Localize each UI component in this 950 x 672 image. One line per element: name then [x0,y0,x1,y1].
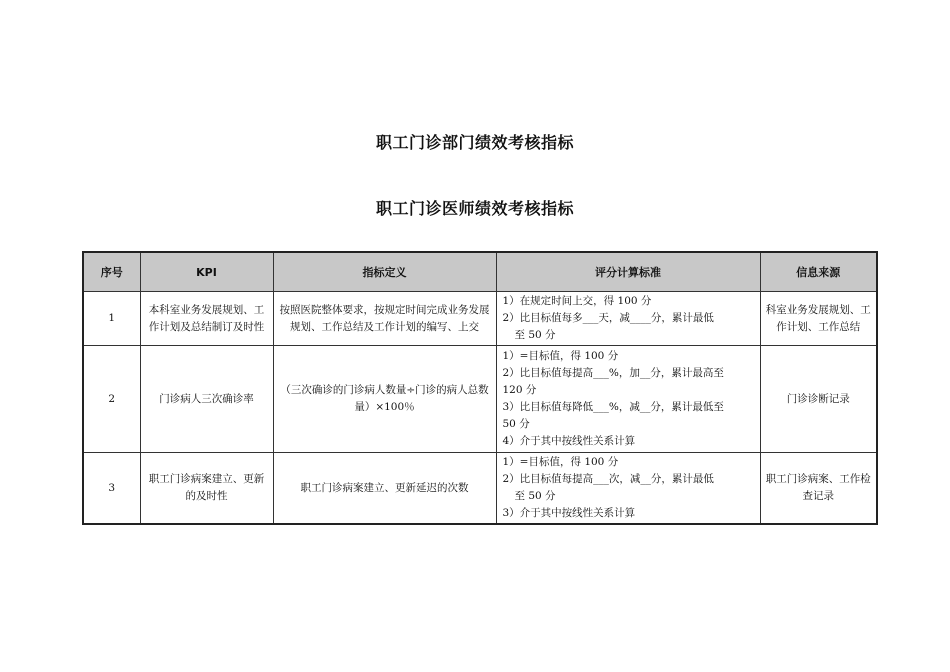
cell-kpi: 门诊病人三次确诊率 [140,346,273,453]
cell-definition: 按照医院整体要求，按规定时间完成业务发展规划、工作总结及工作计划的编写、上交 [273,292,496,346]
cell-no: 3 [83,453,140,525]
page-subtitle: 职工门诊医师绩效考核指标 [375,199,574,218]
page-title: 职工门诊部门绩效考核指标 [375,133,574,152]
cell-source: 门诊诊断记录 [760,346,877,453]
cell-no: 1 [83,292,140,346]
criteria-line: 1）=目标值，得 100 分 [502,350,619,362]
cell-criteria [496,346,760,453]
header-criteria: 评分计算标准 [496,252,760,292]
cell-kpi: 职工门诊病案建立、更新的及时性 [140,453,273,525]
criteria-line: 50 分 [502,418,530,430]
criteria-line: 1）=目标值，得 100 分 [502,456,619,468]
criteria-line: 3）比目标值每降低___%，减__分，累计最低至 [502,401,724,413]
criteria-line: 1）在规定时间上交，得 100 分 [502,295,652,307]
header-definition: 指标定义 [273,252,496,292]
cell-kpi: 本科室业务发展规划、工作计划及总结制订及时性 [140,292,273,346]
criteria-line: 120 分 [502,384,537,396]
table-row [83,453,877,525]
table-row [83,292,877,346]
criteria-line: 3）介于其中按线性关系计算 [502,507,636,519]
criteria-line: 至 50 分 [514,329,556,341]
cell-criteria [496,453,760,525]
header-source: 信息来源 [760,252,877,292]
cell-definition: （三次确诊的门诊病人数量÷门诊的病人总数量）×100％ [273,346,496,453]
cell-criteria [496,292,760,346]
criteria-line: 2）比目标值每多___天，减____分，累计最低 [502,312,714,324]
criteria-line: 至 50 分 [514,490,556,502]
kpi-table [82,251,878,525]
cell-source: 职工门诊病案、工作检查记录 [760,453,877,525]
cell-definition: 职工门诊病案建立、更新延迟的次数 [273,453,496,525]
criteria-line: 2）比目标值每提高___次，减__分，累计最低 [502,473,714,485]
criteria-line: 4）介于其中按线性关系计算 [502,435,636,447]
header-no: 序号 [83,252,140,292]
header-kpi: KPI [140,252,273,292]
table-row [83,346,877,453]
cell-source: 科室业务发展规划、工作计划、工作总结 [760,292,877,346]
table-header-row [83,252,877,292]
criteria-line: 2）比目标值每提高___%，加__分，累计最高至 [502,367,724,379]
cell-no: 2 [83,346,140,453]
